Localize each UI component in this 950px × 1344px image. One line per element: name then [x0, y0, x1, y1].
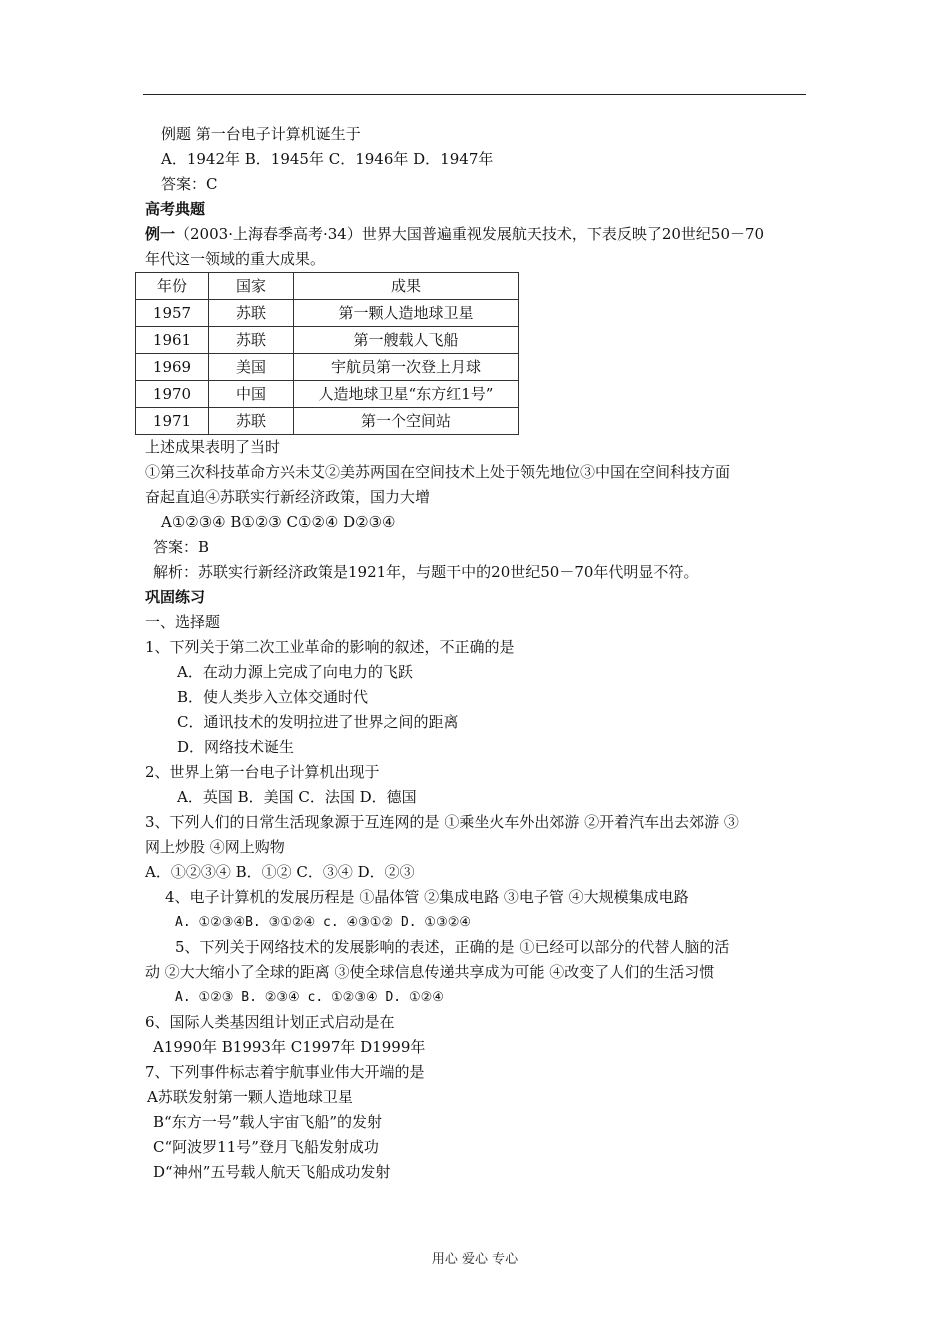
table-cell: 第一艘载人飞船: [294, 327, 519, 354]
table-cell: 苏联: [209, 300, 294, 327]
table-cell: 第一个空间站: [294, 408, 519, 435]
gaokao-stem: [145, 222, 809, 247]
table-cell: 美国: [209, 354, 294, 381]
q5-stem-line2: 动 ②大大缩小了全球的距离 ③使全球信息传递共享成为可能 ④改变了人们的生活习惯: [145, 963, 715, 981]
table-row: [136, 327, 519, 354]
q1-option-d: D．网络技术诞生: [177, 738, 295, 756]
q1-option-b: B．使人类步入立体交通时代: [177, 688, 369, 706]
q5-options: A. ①②③ B. ②③④ c. ①②③④ D. ①②④: [175, 990, 444, 1005]
table-cell: 1970: [136, 381, 209, 408]
table-cell: 第一颗人造地球卫星: [294, 300, 519, 327]
q4-options: A. ①②③④B. ③①②④ c. ④③①② D. ①③②④: [175, 915, 472, 930]
header-country: 国家: [209, 273, 294, 300]
table-cell: 苏联: [209, 327, 294, 354]
q1-option-a: A．在动力源上完成了向电力的飞跃: [177, 663, 413, 681]
table-row: [136, 408, 519, 435]
table-cell: 1957: [136, 300, 209, 327]
table-cell: 中国: [209, 381, 294, 408]
header-year: 年份: [136, 273, 209, 300]
q7-option-a: A苏联发射第一颗人造地球卫星: [147, 1088, 353, 1106]
example-options: A．1942年 B．1945年 C．1946年 D．1947年: [161, 150, 494, 168]
table-cell: 宇航员第一次登上月球: [294, 354, 519, 381]
table-cell: 苏联: [209, 408, 294, 435]
table-row: [136, 354, 519, 381]
practice-heading: 巩固练习: [145, 588, 206, 606]
q6-stem: 6、国际人类基因组计划正式启动是在: [145, 1013, 395, 1031]
q4-stem: 4、电子计算机的发展历程是 ①晶体管 ②集成电路 ③电子管 ④大规模集成电路: [165, 888, 689, 906]
gaokao-options: A①②③④ B①②③ C①②④ D②③④: [161, 513, 396, 531]
table-cell: 人造地球卫星“东方红1号”: [294, 381, 519, 408]
q5-stem-line1: 5、下列关于网络技术的发展影响的表述，正确的是 ①已经可以部分的代替人脑的活: [175, 938, 730, 956]
q7-stem: 7、下列事件标志着宇航事业伟大开端的是: [145, 1063, 425, 1081]
example-answer: 答案：C: [161, 175, 218, 193]
q7-option-b: B“东方一号”载人宇宙飞船”的发射: [153, 1113, 383, 1131]
q3-stem-line2: 网上炒股 ④网上购物: [145, 838, 285, 856]
gaokao-label: 例一: [145, 225, 176, 243]
table-row: [136, 300, 519, 327]
table-cell: 1961: [136, 327, 209, 354]
header-rule: [143, 94, 806, 95]
achievements-table: [135, 272, 519, 435]
table-header-row: [136, 273, 519, 300]
q1-stem: 1、下列关于第二次工业革命的影响的叙述，不正确的是: [145, 638, 515, 656]
table-cell: 1969: [136, 354, 209, 381]
gaokao-heading: 高考典题: [145, 200, 206, 218]
gaokao-answer: 答案：B: [153, 538, 210, 556]
page-footer: 用心 爱心 专心: [431, 1252, 519, 1267]
table-row: [136, 381, 519, 408]
header-achievement: 成果: [294, 273, 519, 300]
q6-options: A1990年 B1993年 C1997年 D1999年: [153, 1038, 426, 1056]
gaokao-stem-line1: （2003·上海春季高考·34）世界大国普遍重视发展航天技术，下表反映了20世纪50－70: [175, 225, 765, 243]
q2-stem: 2、世界上第一台电子计算机出现于: [145, 763, 380, 781]
q1-option-c: C．通讯技术的发明拉进了世界之间的距离: [177, 713, 459, 731]
table-cell: 1971: [136, 408, 209, 435]
gaokao-prompt: 上述成果表明了当时: [145, 438, 281, 456]
gaokao-analysis: 解析：苏联实行新经济政策是1921年，与题干中的20世纪50－70年代明显不符。: [153, 563, 699, 581]
q7-option-d: D“神州”五号载人航天飞船成功发射: [153, 1163, 391, 1181]
q2-options: A．英国 B．美国 C．法国 D．德国: [177, 788, 417, 806]
example-question: 例题 第一台电子计算机诞生于: [161, 125, 361, 143]
gaokao-statements-line1: ①第三次科技革命方兴未艾②美苏两国在空间技术上处于领先地位③中国在空间科技方面: [145, 463, 731, 481]
q3-options: A．①②③④ B．①② C．③④ D．②③: [145, 863, 415, 881]
document-body: [145, 122, 809, 1185]
q7-option-c: C“阿波罗11号”登月飞船发射成功: [153, 1138, 379, 1156]
q3-stem-line1: 3、下列人们的日常生活现象源于互连网的是 ①乘坐火车外出郊游 ②开着汽车出去郊游 ③: [145, 813, 739, 831]
gaokao-statements-line2: 奋起直追④苏联实行新经济政策，国力大增: [145, 488, 431, 506]
practice-section: 一、选择题: [145, 613, 221, 631]
gaokao-stem-line2: 年代这一领域的重大成果。: [145, 250, 326, 268]
